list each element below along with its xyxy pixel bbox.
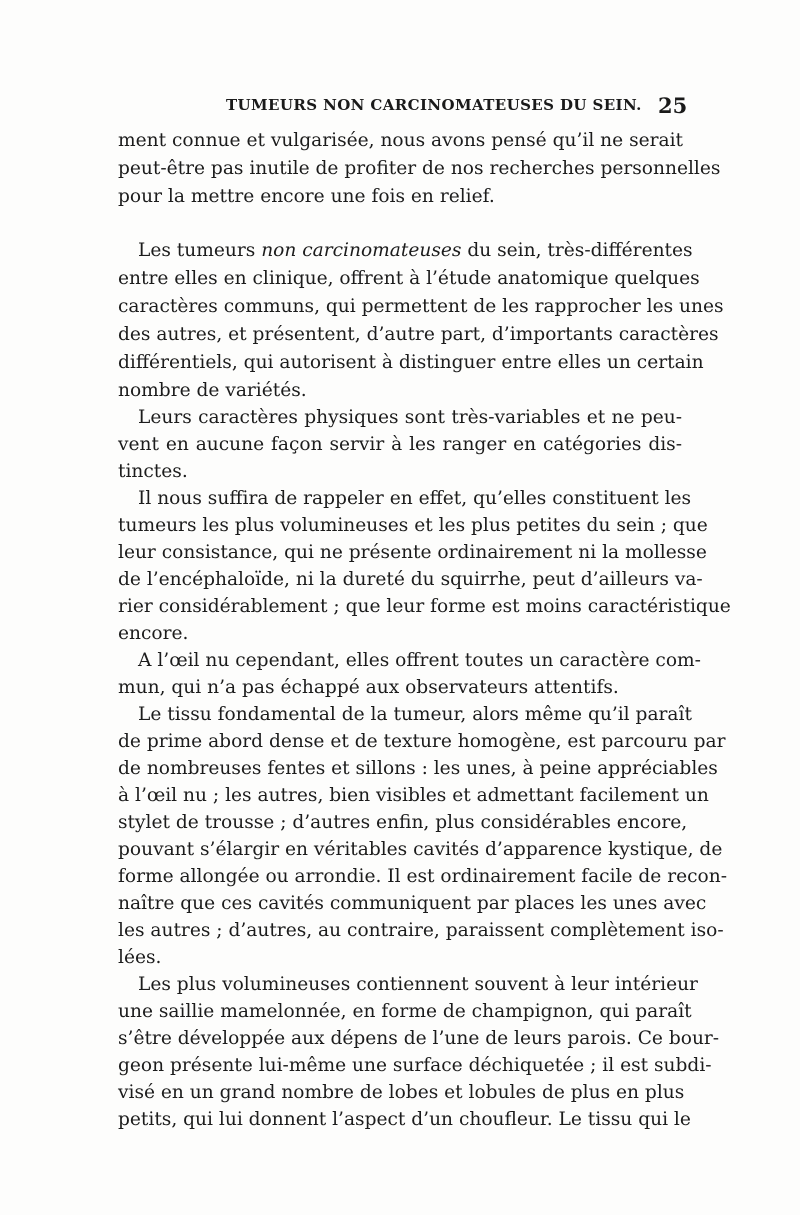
text-line: Le tissu fondamental de la tumeur, alors même qu’il paraît (138, 704, 692, 725)
text-line: visé en un grand nombre de lobes et lobules de plus en plus (118, 1082, 685, 1103)
text-line: une saillie mamelonnée, en forme de champignon, qui paraît (118, 1001, 692, 1022)
text-line: A l’œil nu cependant, elles offrent toutes un caractère com- (138, 650, 701, 671)
text-line: de l’encéphaloïde, ni la dureté du squirrhe, peut d’ailleurs va- (118, 569, 703, 590)
text-line: à l’œil nu ; les autres, bien visibles et admettant facilement un (118, 785, 709, 806)
text-line: caractères communs, qui permettent de les rapprocher les unes (118, 296, 724, 317)
text-line: entre elles en clinique, offrent à l’étude anatomique quelques (118, 268, 700, 289)
text-line: encore. (118, 623, 189, 644)
text-line: s’être développée aux dépens de l’une de leurs parois. Ce bour- (118, 1028, 720, 1049)
text-line (138, 237, 693, 265)
text-line: les autres ; d’autres, au contraire, paraissent complètement iso- (118, 920, 724, 941)
text-line: rier considérablement ; que leur forme est moins caractéristique (118, 596, 731, 617)
text-line: petits, qui lui donnent l’aspect d’un choufleur. Le tissu qui le (118, 1109, 691, 1130)
text-line: Leurs caractères physiques sont très-variables et ne peu- (138, 407, 682, 428)
text-line: geon présente lui-même une surface déchiquetée ; il est subdi- (118, 1055, 712, 1076)
text-fragment: Les tumeurs (138, 240, 262, 261)
text-line: pour la mettre encore une fois en relief. (118, 186, 495, 207)
text-line: des autres, et présentent, d’autre part, d’importants caractères (118, 324, 719, 345)
text-line: leur consistance, qui ne présente ordinairement ni la mollesse (118, 542, 707, 563)
text-fragment: du sein, très-différentes (461, 240, 693, 261)
text-line: vent en aucune façon servir à les ranger en catégories dis- (118, 434, 682, 455)
text-line: tumeurs les plus volumineuses et les plus petites du sein ; que (118, 515, 708, 536)
text-line: de prime abord dense et de texture homogène, est parcouru par (118, 731, 726, 752)
text-line: naître que ces cavités communiquent par places les unes avec (118, 893, 707, 914)
text-line: forme allongée ou arrondie. Il est ordinairement facile de recon- (118, 866, 727, 887)
text-line: pouvant s’élargir en véritables cavités d’apparence kystique, de (118, 839, 723, 860)
page-number: 25 (658, 93, 688, 118)
text-line: différentiels, qui autorisent à distinguer entre elles un certain (118, 352, 704, 373)
italic-phrase: non carcinomateuses (261, 240, 462, 261)
text-line: nombre de variétés. (118, 380, 307, 401)
text-line: ment connue et vulgarisée, nous avons pensé qu’il ne serait (118, 130, 684, 151)
running-header-title: TUMEURS NON CARCINOMATEUSES DU SEIN. (226, 96, 642, 114)
text-line: peut-être pas inutile de profiter de nos recherches personnelles (118, 158, 721, 179)
text-line: mun, qui n’a pas échappé aux observateurs attentifs. (118, 677, 619, 698)
text-line: stylet de trousse ; d’autres enfin, plus considérables encore, (118, 812, 688, 833)
text-line: tinctes. (118, 461, 188, 482)
text-line: Il nous suffira de rappeler en effet, qu’elles constituent les (138, 488, 692, 509)
text-line: lées. (118, 947, 162, 968)
text-line: de nombreuses fentes et sillons : les unes, à peine appréciables (118, 758, 718, 779)
text-line: Les plus volumineuses contiennent souvent à leur intérieur (138, 974, 698, 995)
